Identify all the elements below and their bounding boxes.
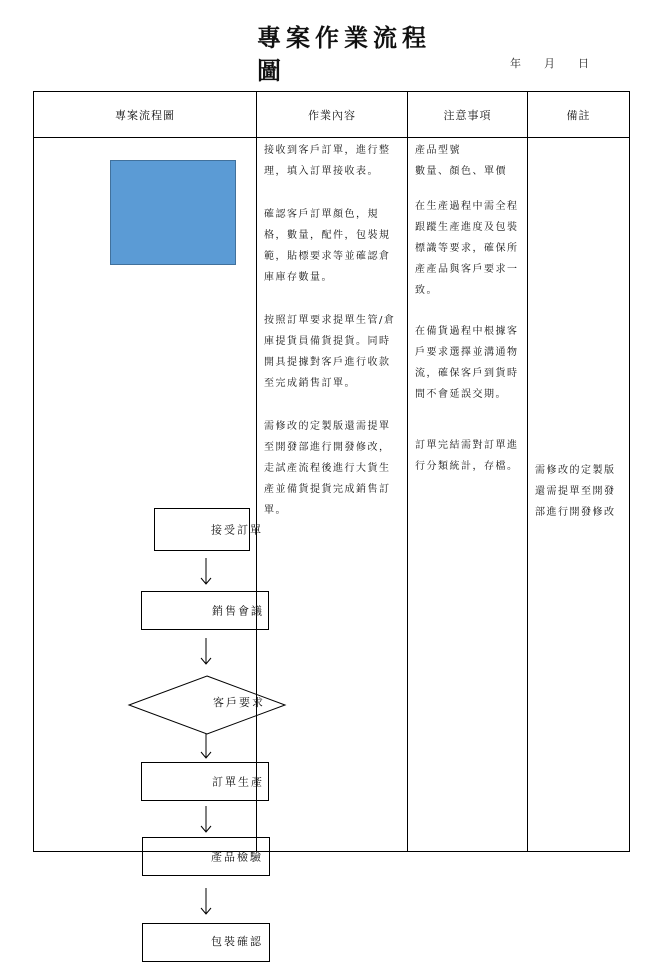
- header-flowchart: 專案流程圖: [34, 92, 257, 138]
- flow-node-order-production: [141, 762, 269, 801]
- header-remarks: 備註: [528, 92, 630, 138]
- flow-node-product-inspection: [142, 837, 270, 876]
- note-paragraph: 訂單完結需對訂單進行分類統計，存檔。: [415, 440, 519, 472]
- flow-node-label: 包裝確認: [211, 935, 263, 948]
- note-paragraph: 在生產過程中需全程跟蹤生產進度及包裝標識等要求，確保所產產品與客戶要求一致。: [415, 201, 519, 296]
- date-day-label: 日: [578, 57, 589, 70]
- content-paragraph: 按照訂單要求提單生管/倉庫提貨員備貨提貨。同時開具提據對客戶進行收款至完成銷售訂單。: [264, 315, 396, 389]
- note-line: 產品型號: [415, 145, 461, 156]
- note-line: 數量、顏色、單價: [415, 166, 507, 177]
- arrow-down-icon: [200, 734, 212, 760]
- flow-node-accept-order: [154, 508, 263, 551]
- flow-node-label: 訂單生產: [212, 775, 264, 788]
- flow-node-label: 產品檢驗: [211, 850, 263, 863]
- flow-node-label: 客戶要求: [213, 696, 265, 709]
- note-paragraph: 在備貨過程中根據客戶要求選擇並溝通物流，確保客戶到貨時間不會延誤交期。: [415, 326, 519, 400]
- flow-node-sales-meeting: [141, 591, 269, 630]
- date-year-label: 年: [510, 57, 521, 70]
- arrow-down-icon: [200, 806, 212, 834]
- content-paragraph: 需修改的定製版還需提單至開發部進行開發修改，走試產流程後進行大貨生產並備貨提貨完成銷售訂單。: [264, 421, 391, 516]
- arrow-down-icon: [200, 638, 212, 666]
- date-month-label: 月: [544, 57, 555, 70]
- remarks-text: 需修改的定製版還需提單至開發部進行開發修改: [535, 465, 616, 518]
- header-content: 作業內容: [257, 92, 408, 138]
- table-header-row: [34, 92, 630, 138]
- content-paragraph: 接收到客戶訂單，進行整理，填入訂單接收表。: [264, 145, 391, 177]
- flow-node-label: 接受訂單: [211, 523, 263, 536]
- remarks-cell: [528, 138, 630, 852]
- header-notes: 注意事項: [408, 92, 528, 138]
- notes-cell: [408, 138, 528, 852]
- blue-shape: [110, 160, 236, 265]
- content-paragraph: 確認客戶訂單顏色，規格，數量，配件，包裝規範，貼標要求等並確認倉庫庫存數量。: [264, 209, 391, 283]
- content-cell: [257, 138, 408, 852]
- flow-node-packaging-confirmation: [142, 923, 270, 962]
- arrow-down-icon: [200, 888, 212, 916]
- flow-node-label: 銷售會議: [212, 604, 264, 617]
- arrow-down-icon: [200, 558, 212, 586]
- page-title: 專案作業流程圖: [257, 24, 431, 85]
